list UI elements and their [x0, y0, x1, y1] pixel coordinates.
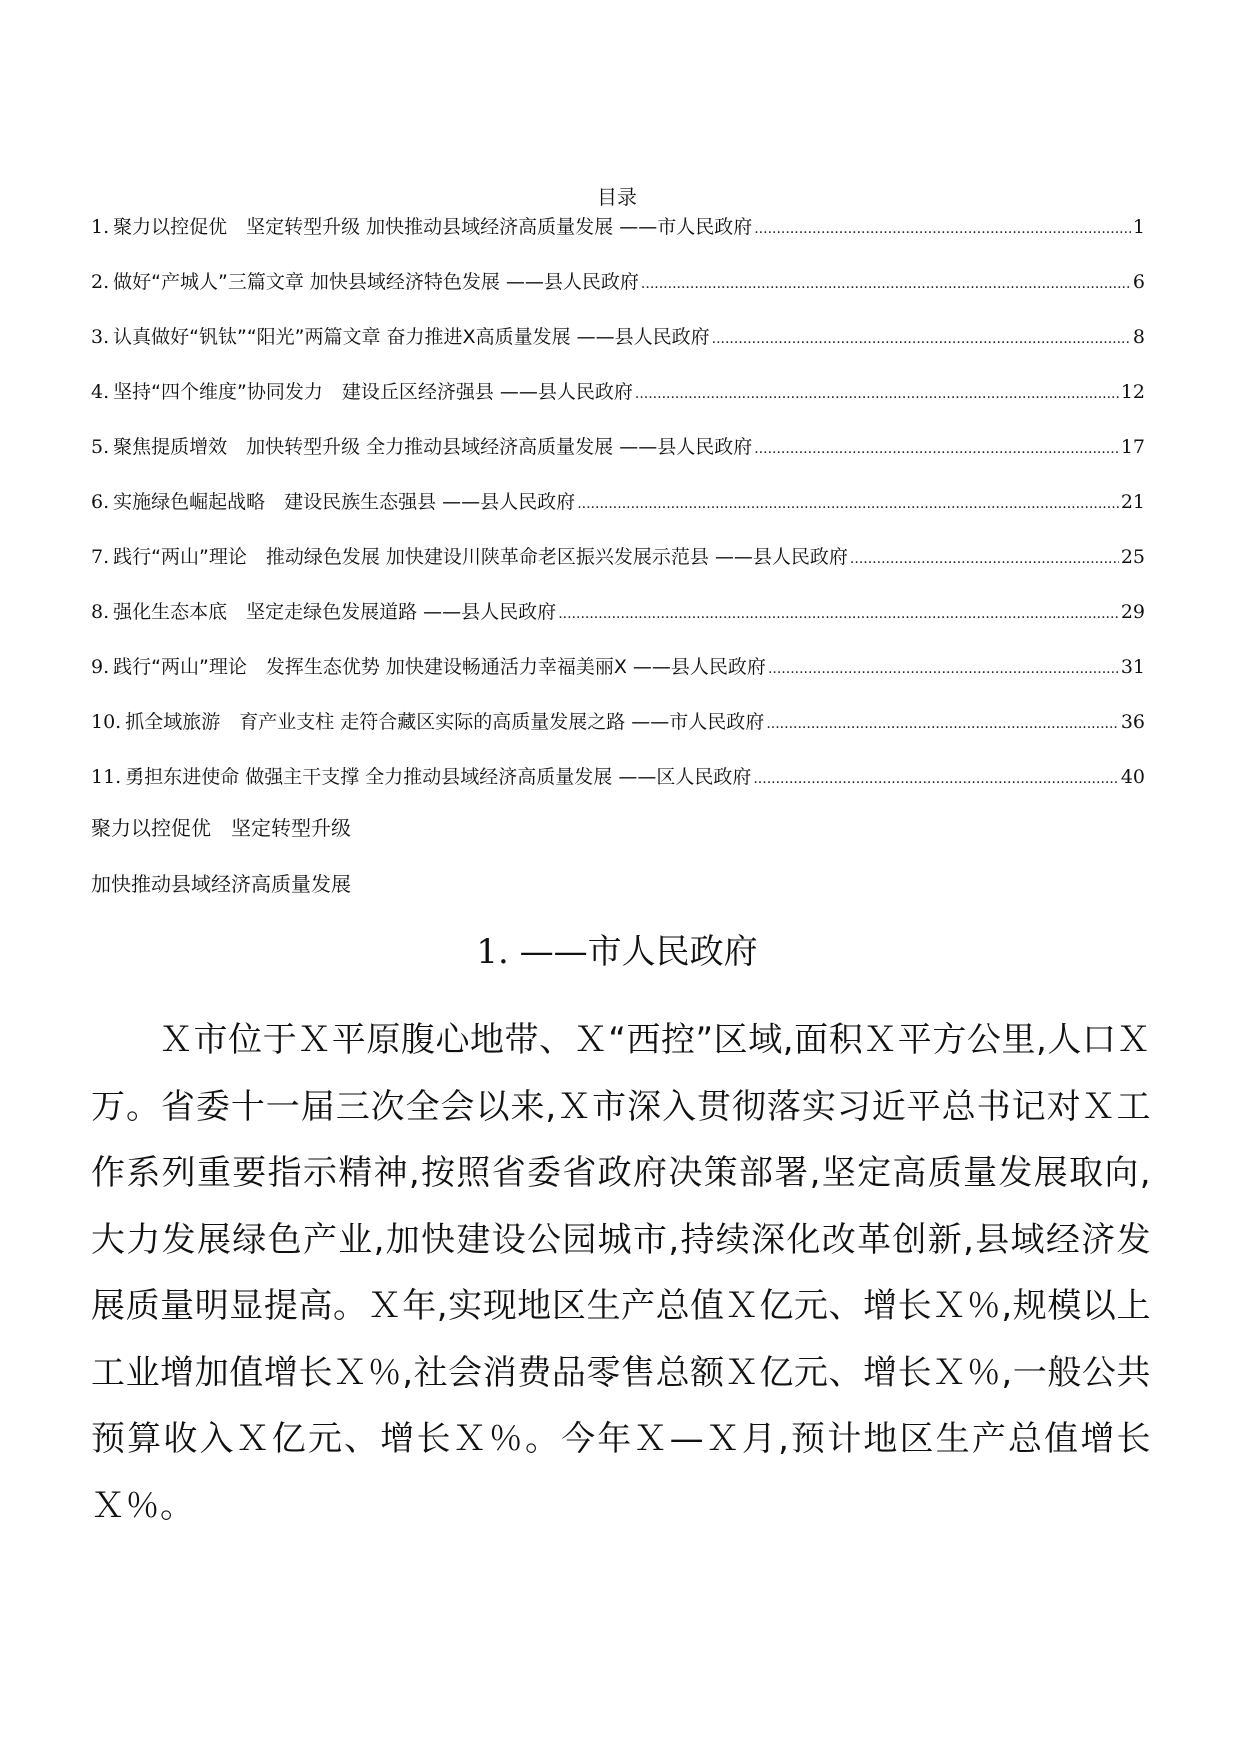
toc-dot-leader: [558, 601, 1119, 627]
toc-dot-leader: [768, 656, 1119, 682]
toc-entry-number: 4.: [91, 381, 110, 403]
toc-entry[interactable]: [91, 324, 1145, 379]
toc-entry-title: 勇担东进使命 做强主干支撑 全力推动县域经济高质量发展 ——区人民政府: [125, 766, 752, 788]
toc-entry-page: 29: [1120, 601, 1145, 623]
toc-entry-page: 8: [1132, 326, 1145, 348]
toc-entry[interactable]: [91, 599, 1145, 654]
toc-entry-page: 21: [1120, 491, 1145, 513]
toc-entry-page: 25: [1120, 546, 1145, 568]
toc-entry-title: 做好“产城人”三篇文章 加快县域经济特色发展 ——县人民政府: [113, 271, 639, 293]
toc-entry-title: 坚持“四个维度”协同发力 建设丘区经济强县 ——县人民政府: [113, 381, 633, 403]
toc-entry[interactable]: [91, 764, 1145, 819]
toc-dot-leader: [850, 546, 1119, 572]
toc-entry[interactable]: [91, 654, 1145, 709]
toc-dot-leader: [577, 491, 1119, 517]
toc-entry[interactable]: [91, 379, 1145, 434]
toc-entry-page: 1: [1132, 216, 1145, 238]
toc-entry-page: 12: [1120, 381, 1145, 403]
toc-entry[interactable]: [91, 214, 1145, 269]
toc-entry-title: 强化生态本底 坚定走绿色发展道路 ——县人民政府: [113, 601, 557, 623]
table-of-contents: [91, 214, 1145, 819]
toc-entry-number: 5.: [91, 436, 110, 458]
toc-entry-number: 2.: [91, 271, 110, 293]
article-subtitle: 1. ——市人民政府: [476, 932, 758, 972]
toc-entry-title: 聚焦提质增效 加快转型升级 全力推动县域经济高质量发展 ——县人民政府: [113, 436, 753, 458]
toc-entry-title: 践行“两山”理论 发挥生态优势 加快建设畅通活力幸福美丽X ——县人民政府: [113, 656, 766, 678]
toc-entry[interactable]: [91, 489, 1145, 544]
toc-dot-leader: [766, 711, 1119, 737]
toc-dot-leader: [712, 326, 1131, 352]
article-heading-line-1: 聚力以控促优 坚定转型升级: [91, 816, 351, 840]
toc-entry[interactable]: [91, 709, 1145, 764]
toc-entry-title: 抓全域旅游 育产业支柱 走符合藏区实际的高质量发展之路 ——市人民政府: [125, 711, 765, 733]
toc-entry-number: 1.: [91, 216, 110, 238]
toc-entry-number: 8.: [91, 601, 110, 623]
toc-entry-number: 3.: [91, 326, 110, 348]
toc-entry-number: 9.: [91, 656, 110, 678]
toc-entry-page: 31: [1120, 656, 1145, 678]
toc-dot-leader: [754, 216, 1131, 242]
article-paragraph: Ｘ市位于Ｘ平原腹心地带、Ｘ“西控”区域,面积Ｘ平方公里,人口Ｘ万。省委十一届三次全会以来,Ｘ市深入贯彻落实习近平总书记对Ｘ工作系列重要指示精神,按照省委省政府决策部署,坚定高质量发展取向,大力发展绿色产业,加快建设公园城市,持续深化改革创新,县域经济发展质量明显提高。Ｘ年,实现地区生产总值Ｘ亿元、增长Ｘ％,规模以上工业增加值增长Ｘ％,社会消费品零售总额Ｘ亿元、增长Ｘ％,一般公共预算收入Ｘ亿元、增长Ｘ％。今年Ｘ—Ｘ月,预计地区生产总值增长Ｘ％。: [91, 1020, 1151, 1526]
toc-entry-title: 聚力以控促优 坚定转型升级 加快推动县域经济高质量发展 ——市人民政府: [113, 216, 753, 238]
toc-dot-leader: [754, 436, 1119, 462]
toc-dot-leader: [753, 766, 1118, 792]
toc-entry-page: 40: [1120, 766, 1145, 788]
toc-entry-page: 17: [1120, 436, 1145, 458]
toc-entry-title: 实施绿色崛起战略 建设民族生态强县 ——县人民政府: [113, 491, 576, 513]
toc-entry-page: 6: [1132, 271, 1145, 293]
toc-entry-number: 10.: [91, 711, 122, 733]
toc-title: 目录: [597, 185, 637, 209]
toc-entry[interactable]: [91, 269, 1145, 324]
article-heading-line-2: 加快推动县域经济高质量发展: [91, 872, 351, 896]
toc-entry-number: 11.: [91, 766, 122, 788]
toc-entry-number: 6.: [91, 491, 110, 513]
toc-entry-title: 践行“两山”理论 推动绿色发展 加快建设川陕革命老区振兴发展示范县 ——县人民政府: [113, 546, 848, 568]
toc-entry-title: 认真做好“钒钛”“阳光”两篇文章 奋力推进X高质量发展 ——县人民政府: [113, 326, 710, 348]
toc-dot-leader: [641, 271, 1131, 297]
toc-entry-number: 7.: [91, 546, 110, 568]
toc-dot-leader: [635, 381, 1119, 407]
toc-entry-page: 36: [1120, 711, 1145, 733]
toc-entry[interactable]: [91, 434, 1145, 489]
toc-entry[interactable]: [91, 544, 1145, 599]
